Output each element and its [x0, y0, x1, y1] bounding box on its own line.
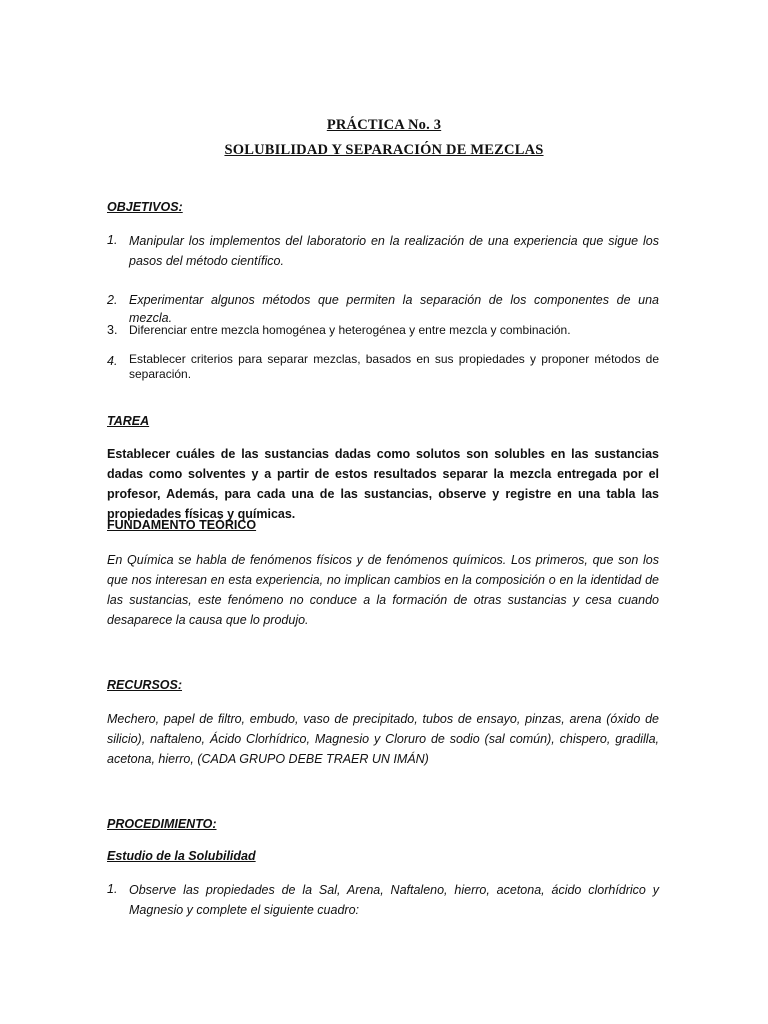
practice-number: PRÁCTICA No. 3	[326, 117, 442, 133]
procedure-text: Observe las propiedades de la Sal, Arena, Naftaleno, hierro, acetona, ácido clorhídrico y Magnesio y complete el siguiente cuadro:	[129, 883, 659, 917]
objective-number: 2.	[107, 293, 118, 307]
task-heading: TAREA	[107, 414, 150, 428]
objective-text: Diferenciar entre mezcla homogénea y heterogénea y entre mezcla y combinación.	[129, 323, 571, 337]
objective-text: Manipular los implementos del laboratorio en la realización de una experiencia que sigue los pasos del método científico.	[129, 234, 659, 268]
procedure-item	[107, 880, 659, 920]
objective-text: Establecer criterios para separar mezclas, basados en sus propiedades y proponer métodos de separación.	[129, 352, 659, 381]
resources-heading: RECURSOS:	[107, 678, 183, 692]
objective-number: 1.	[107, 233, 118, 247]
objective-text: Experimentar algunos métodos que permiten la separación de los componentes de una mezcla.	[129, 293, 659, 325]
procedure-number: 1.	[107, 882, 118, 896]
objectives-heading: OBJETIVOS:	[107, 200, 183, 214]
theory-heading: FUNDAMENTO TEÓRICO	[107, 518, 257, 532]
procedure-heading: PROCEDIMIENTO:	[107, 817, 217, 831]
objective-number: 4.	[107, 354, 118, 368]
objective-item	[107, 231, 659, 271]
resources-text: Mechero, papel de filtro, embudo, vaso de precipitado, tubos de ensayo, pinzas, arena (óxido de silicio), naftaleno, Ácido Clorhídrico, Magnesio y Cloruro de sodio (sal común), chispero, gradilla, acetona, hierro, (CADA GRUPO DEBE TRAER UN IMÁN)	[107, 712, 659, 766]
objective-item	[107, 352, 659, 382]
solubility-subheading: Estudio de la Solubilidad	[107, 849, 256, 863]
theory-text: En Química se habla de fenómenos físicos y de fenómenos químicos. Los primeros, que son los que nos interesan en esta experiencia, no implican cambios en la composición o en la identidad de las sustancias, este fenómeno no conduce a la formación de otras sustancias y cesa cuando desaparece la causa que lo produjo.	[107, 553, 659, 627]
objective-item	[107, 321, 659, 339]
task-text: Establecer cuáles de las sustancias dadas como solutos son solubles en las sustancias dadas como solventes y a partir de estos resultados separar la mezcla entregada por el profesor, Además, para cada una de las sustancias, observe y registre en una tabla las propiedades físicas y químicas.	[107, 447, 659, 521]
document-title: SOLUBILIDAD Y SEPARACIÓN DE MEZCLAS	[224, 142, 544, 158]
objective-number: 3.	[107, 323, 118, 337]
